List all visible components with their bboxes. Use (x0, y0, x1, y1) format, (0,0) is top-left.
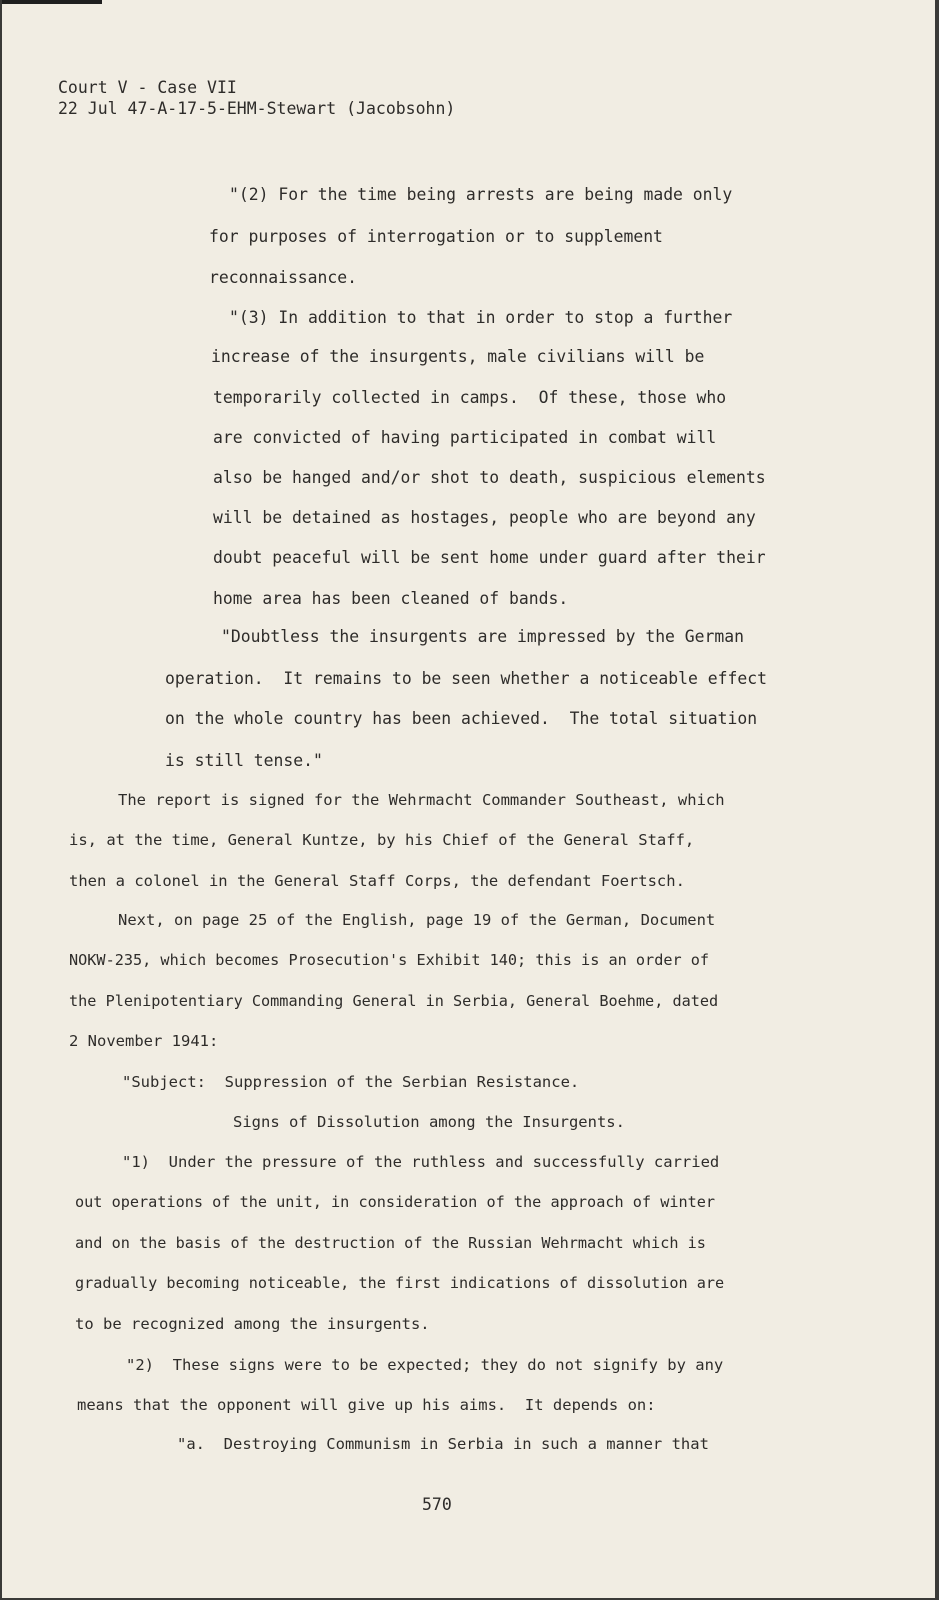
text-line: "2) These signs were to be expected; they do not signify by any (126, 1356, 724, 1374)
text-line: then a colonel in the General Staff Corps, the defendant Foertsch. (69, 872, 685, 890)
text-line: the Plenipotentiary Commanding General in Serbia, General Boehme, dated (69, 992, 719, 1010)
text-line: is, at the time, General Kuntze, by his Chief of the General Staff, (69, 831, 695, 849)
text-line: and on the basis of the destruction of the Russian Wehrmacht which is (75, 1234, 706, 1252)
text-line: "(3) In addition to that in order to stop a further (229, 308, 733, 327)
text-line: temporarily collected in camps. Of these, those who (213, 388, 727, 407)
text-line: NOKW-235, which becomes Prosecution's Exhibit 140; this is an order of (69, 951, 710, 969)
text-line: The report is signed for the Wehrmacht Commander Southeast, which (118, 791, 725, 809)
text-line: operation. It remains to be seen whether a noticeable effect (165, 669, 767, 688)
document-header (58, 77, 455, 119)
text-line: Signs of Dissolution among the Insurgents. (233, 1113, 625, 1131)
header-case-line: Court V - Case VII (58, 78, 237, 97)
text-line: is still tense." (165, 751, 323, 770)
text-line: for purposes of interrogation or to supplement (209, 227, 663, 246)
text-line: to be recognized among the insurgents. (75, 1315, 430, 1333)
text-line: will be detained as hostages, people who are beyond any (213, 508, 756, 527)
page-number: 570 (422, 1495, 452, 1514)
text-line: home area has been cleaned of bands. (213, 589, 569, 608)
text-line: also be hanged and/or shot to death, suspicious elements (213, 468, 766, 487)
text-line: Next, on page 25 of the English, page 19 of the German, Document (118, 911, 716, 929)
header-transcript-line: 22 Jul 47-A-17-5-EHM-Stewart (Jacobsohn) (58, 99, 456, 118)
document-page (2, 0, 935, 1598)
text-line: "Subject: Suppression of the Serbian Resistance. (122, 1073, 580, 1091)
text-line: 2 November 1941: (69, 1032, 219, 1050)
text-line: reconnaissance. (209, 268, 358, 287)
text-line: out operations of the unit, in consideration of the approach of winter (75, 1193, 716, 1211)
text-line: "1) Under the pressure of the ruthless and successfully carried (122, 1153, 720, 1171)
text-line: increase of the insurgents, male civilians will be (211, 347, 705, 366)
text-line: gradually becoming noticeable, the first indications of dissolution are (75, 1274, 725, 1292)
text-line: are convicted of having participated in combat will (213, 428, 717, 447)
text-line: means that the opponent will give up his aims. It depends on: (77, 1396, 656, 1414)
text-line: "a. Destroying Communism in Serbia in such a manner that (177, 1435, 709, 1453)
text-line: doubt peaceful will be sent home under guard after their (213, 548, 766, 567)
text-line: "Doubtless the insurgents are impressed by the German (221, 627, 745, 646)
text-line: "(2) For the time being arrests are being made only (229, 185, 733, 204)
top-tab-marker (2, 0, 102, 4)
text-line: on the whole country has been achieved. The total situation (165, 709, 758, 728)
